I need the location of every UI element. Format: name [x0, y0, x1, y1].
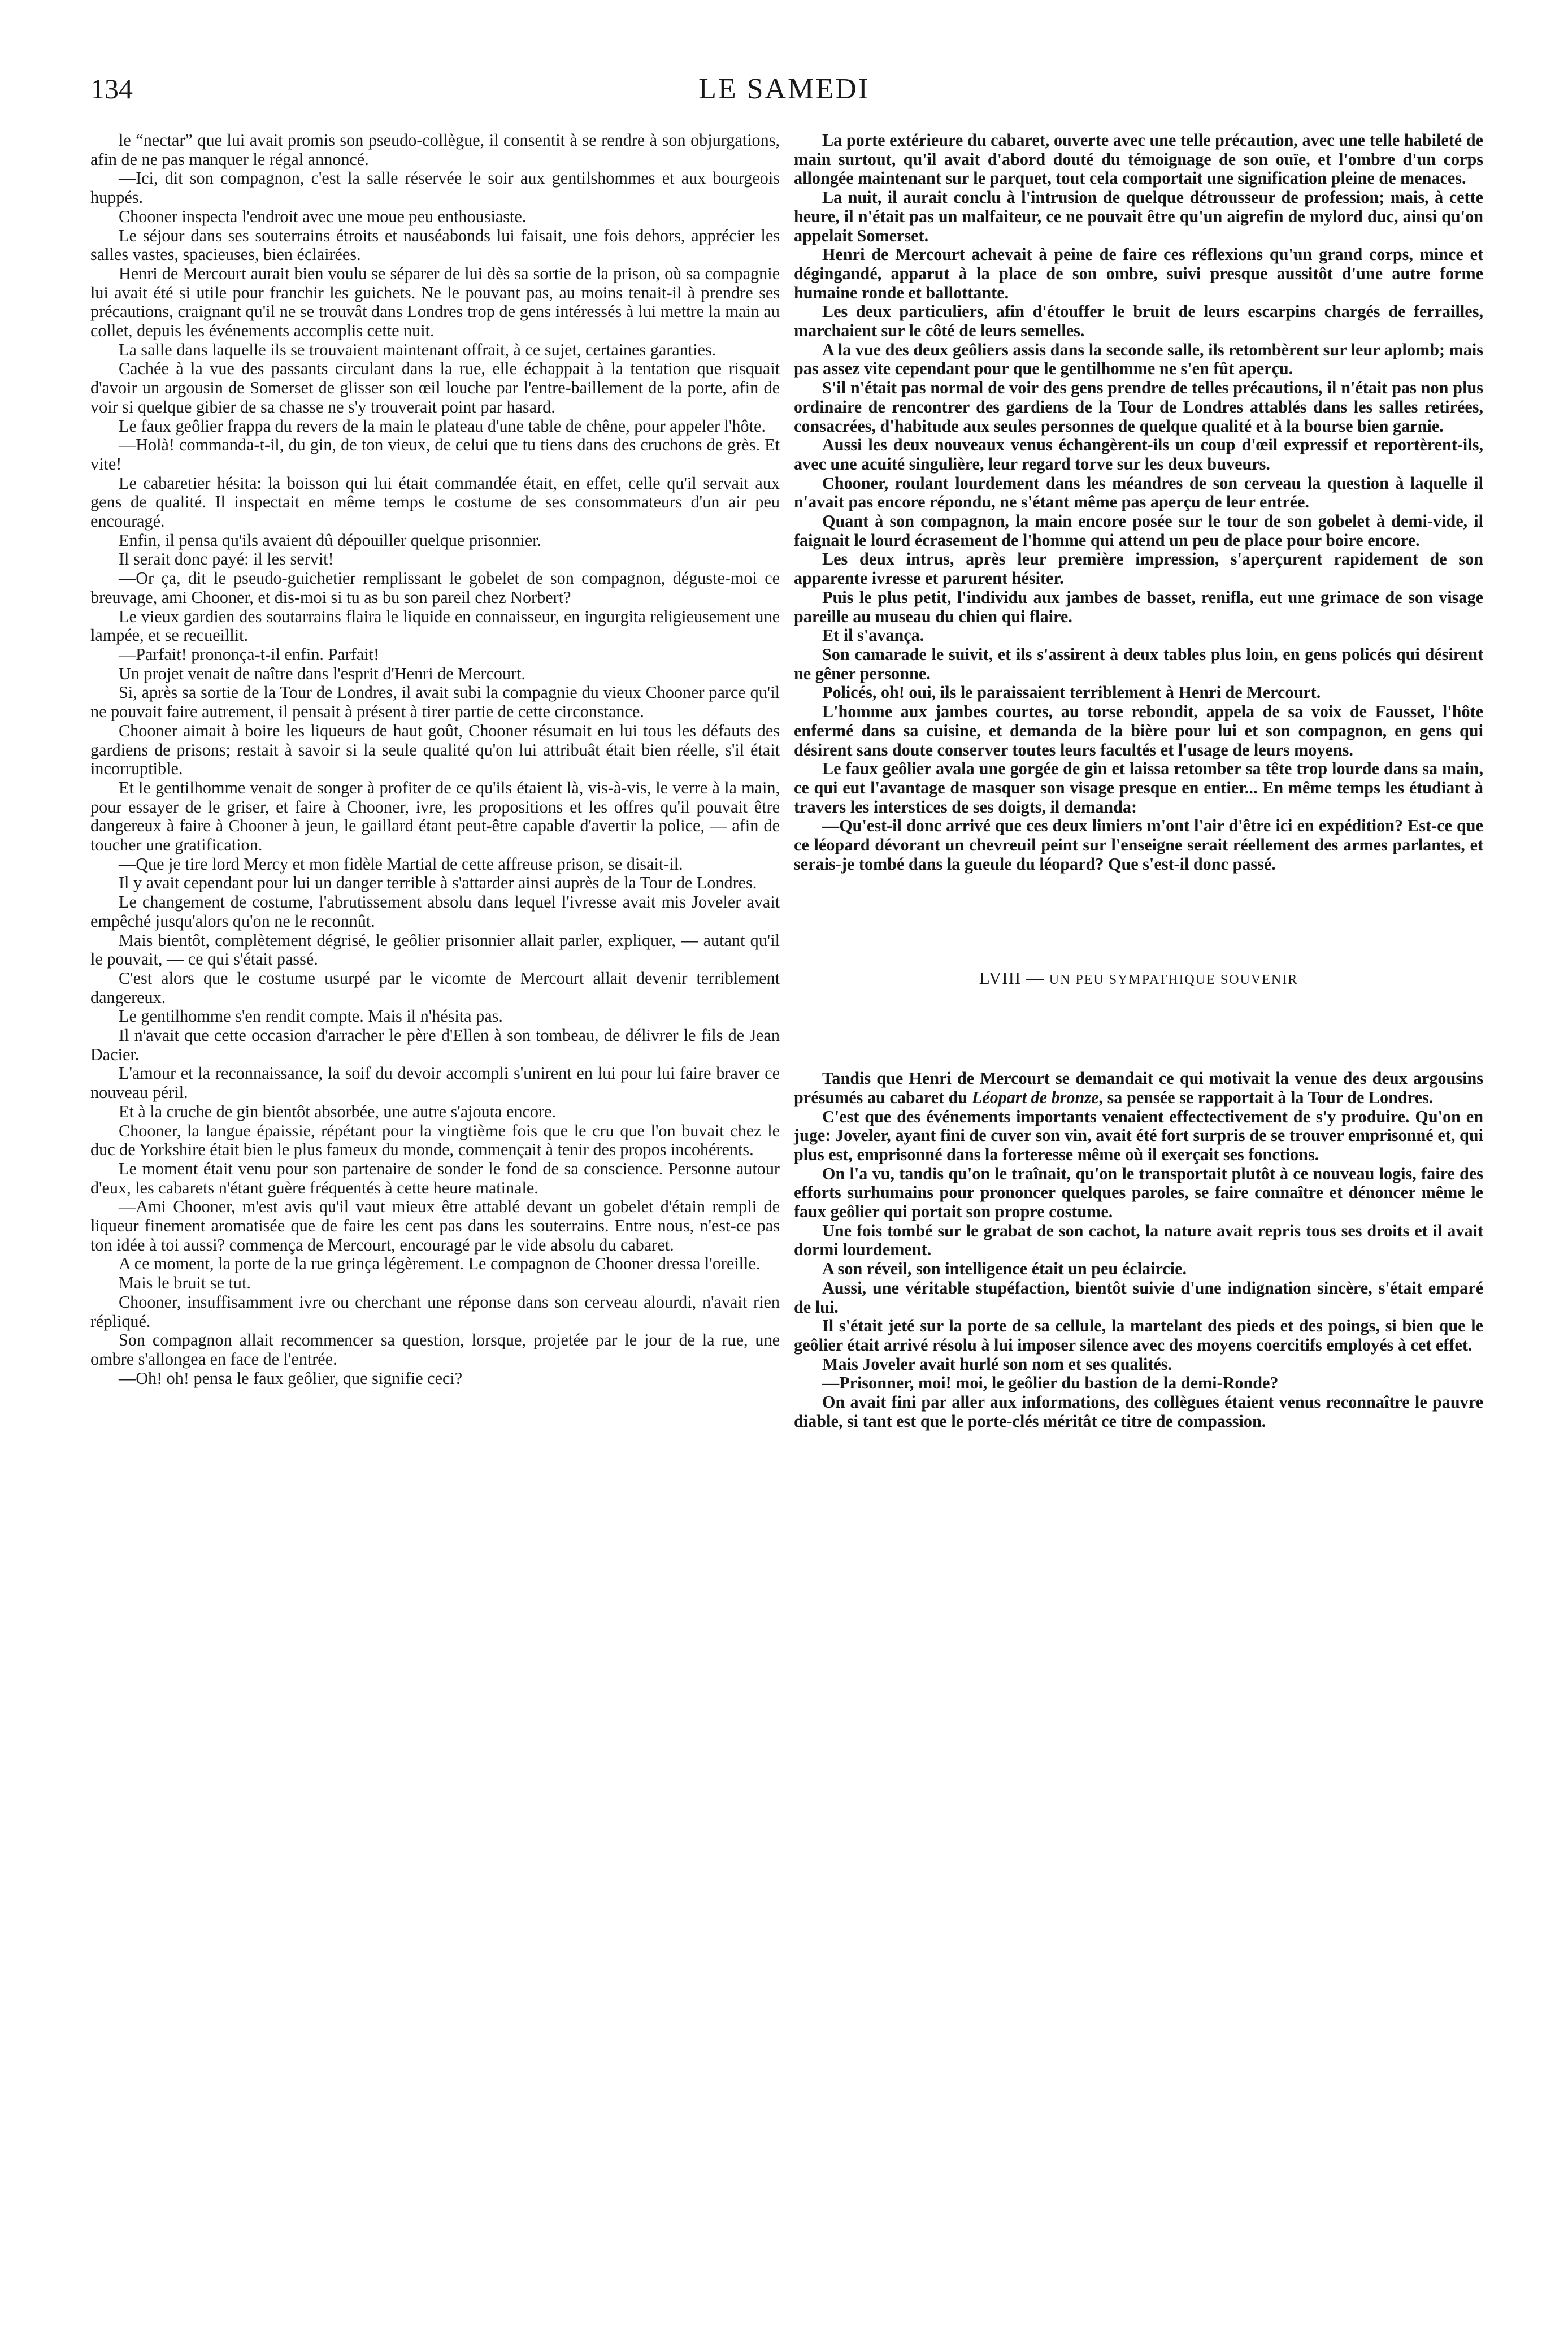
paragraph: La nuit, il aurait conclu à l'intrusion de quelque détrousseur de profession; mais, à cette heure, il n'était pas un malfaiteur, ce ne pouvait être qu'un aigrefin de mylord duc, ainsi qu'on appelait Somerset. — [794, 188, 1483, 245]
paragraph: Le changement de costume, l'abrutissement absolu dans lequel l'ivresse avait mis Joveler avait empêché jusqu'alors qu'on ne le reconnût. — [90, 892, 780, 931]
paragraph: Henri de Mercourt aurait bien voulu se séparer de lui dès sa sortie de la prison, où sa compagnie lui avait été si utile pour franchir les guichets. Ne le pouvant pas, au moins tenait-il à prendre ses précautions, craignant qu'il ne se trouvât dans Londres trop de gens intéressés à lui mettre la main au collet, depuis les événements accomplis cette nuit. — [90, 263, 780, 341]
paragraph: Son compagnon allait recommencer sa question, lorsque, projetée par le jour de la rue, une ombre s'allongea en face de l'entrée. — [90, 1330, 780, 1369]
paragraph: Son camarade le suivit, et ils s'assirent à deux tables plus loin, en gens policés qui désirent ne gêner personne. — [794, 644, 1483, 683]
paragraph: Et il s'avança. — [822, 626, 924, 645]
page-header — [90, 72, 1478, 118]
paragraph: Et le gentilhomme venait de songer à profiter de ce qu'ils étaient là, vis-à-vis, le verre à la main, pour essayer de le griser, et faire à Chooner, ivre, les propositions et les offres qu'il pouvait être dangereux à faire à Chooner à jeun, le gaillard étant peut-être capable d'avertir la police, — afin de toucher une gratification. — [90, 778, 780, 855]
right-column — [794, 131, 1483, 1431]
paragraph: Mais le bruit se tut. — [119, 1273, 251, 1293]
paragraph: C'est alors que le costume usurpé par le vicomte de Mercourt allait devenir terriblement dangereux. — [90, 968, 780, 1007]
paragraph: Le moment était venu pour son partenaire de sonder le fond de sa conscience. Personne autour d'eux, les cabarets n'étant guère fréquentés à cette heure matinale. — [90, 1158, 780, 1197]
paragraph: —Ami Chooner, m'est avis qu'il vaut mieux être attablé devant un gobelet d'étain rempli de liqueur finement aromatisée que de faire les cent pas dans les souterrains. Entre nous, n'est-ce pas ton idée à toi aussi? commença de Mercourt, encouragé par le vide absolu du cabaret. — [90, 1197, 780, 1255]
paragraph: Chooner inspecta l'endroit avec une moue peu enthousiaste. — [119, 206, 527, 226]
paragraph: —Oh! oh! pensa le faux geôlier, que signifie ceci? — [119, 1368, 463, 1388]
paragraph: Policés, oh! oui, ils le paraissaient terriblement à Henri de Mercourt. — [822, 683, 1321, 702]
paragraph: Il n'avait que cette occasion d'arracher le père d'Ellen à son tombeau, de délivrer le fils de Jean Dacier. — [90, 1026, 780, 1064]
paragraph: le “nectar” que lui avait promis son pseudo-collègue, il consentit à se rendre à son objurgations, afin de ne pas manquer le régal annoncé. — [90, 131, 780, 169]
paragraph: C'est que des événements importants venaient effectectivement de s'y produire. Qu'on en juge: Joveler, ayant fini de cuver son vin, avait été fort surpris de se trouver emprisonné et, qui plus est, emprisonné dans la forteresse même où il exerçait ses fonctions. — [794, 1106, 1483, 1164]
paragraph: L'homme aux jambes courtes, au torse rebondit, appela de sa voix de Fausset, l'hôte enfermé dans sa cuisine, et demanda de la bière pour lui et son compagnon, en gens qui désirent sans doute conserver toutes leurs facultés et l'usage de leurs moyens. — [794, 702, 1483, 759]
paragraph: La porte extérieure du cabaret, ouverte avec une telle précaution, avec une telle habileté de main surtout, qu'il avait d'abord douté du témoignage de son ouïe, et l'ombre d'un corps allongée maintenant sur le parquet, tout cela comportait une signification pleine de menaces. — [794, 131, 1483, 188]
paragraph: Une fois tombé sur le grabat de son cachot, la nature avait repris tous ses droits et il avait dormi lourdement. — [794, 1221, 1483, 1260]
paragraph: Le vieux gardien des soutarrains flaira le liquide en connaisseur, en ingurgita religieusement une lampée, et se recueillit. — [90, 606, 780, 645]
paragraph: —Holà! commanda-t-il, du gin, de ton vieux, de celui que tu tiens dans des cruchons de grès. Et vite! — [90, 435, 780, 474]
chapter-number: LVIII — — [979, 968, 1044, 988]
paragraph: Cachée à la vue des passants circulant dans la rue, elle échappait à la tentation que risquait d'avoir un argousin de Somerset de glisser son œil louche par l'entre-baillement de la porte, afin de voir si quelque gibier de sa chasse ne s'y trouverait point par hasard. — [90, 359, 780, 416]
paragraph: Chooner, insuffisamment ivre ou cherchant une réponse dans son cerveau alourdi, n'avait rien répliqué. — [90, 1292, 780, 1331]
paragraph: Chooner aimait à boire les liqueurs de haut goût, Chooner résumait en lui tous les défauts des gardiens de prisons; restait à savoir si la seule qualité qu'on lui attribuât était bien réelle, s'il était incorruptible. — [90, 721, 780, 779]
paragraph: On l'a vu, tandis qu'on le traînait, qu'on le transportait plutôt à ce nouveau logis, faire des efforts surhumains pour prononcer quelques paroles, se faire connaître et dénoncer même le faux geôlier qui portait son propre costume. — [794, 1164, 1483, 1222]
paragraph: Le séjour dans ses souterrains étroits et nauséabonds lui faisait, une fois dehors, apprécier les salles vastes, spacieuses, bien éclairées. — [90, 225, 780, 264]
paragraph: Quant à son compagnon, la main encore posée sur le tour de son gobelet à demi-vide, il faignait le lourd écrasement de l'homme qui attend un peu de place pour boire encore. — [794, 511, 1483, 550]
paragraph: Il y avait cependant pour lui un danger terrible à s'attarder ainsi auprès de la Tour de Londres. — [119, 873, 757, 893]
paragraph: A ce moment, la porte de la rue grinça légèrement. Le compagnon de Chooner dressa l'oreille. — [119, 1254, 761, 1274]
paragraph: L'amour et la reconnaissance, la soif du devoir accompli s'unirent en lui pour lui faire braver ce nouveau péril. — [90, 1064, 780, 1103]
paragraph: —Parfait! prononça-t-il enfin. Parfait! — [119, 644, 380, 664]
paragraph: —Prisonner, moi! moi, le geôlier du bastion de la demi-Ronde? — [822, 1373, 1279, 1393]
paragraph: S'il n'était pas normal de voir des gens prendre de telles précautions, il n'était pas non plus ordinaire de rencontrer des gardiens de la Tour de Londres attablés dans les salles retirées, consacrées, d'habitude aux seules personnes de quelque qualité et à la bourse bien garnie. — [794, 378, 1483, 436]
right-column-top — [794, 131, 1483, 874]
paragraph: Le faux geôlier frappa du revers de la main le plateau d'une table de chêne, pour appeler l'hôte. — [119, 416, 766, 436]
page-number: 134 — [90, 73, 133, 105]
paragraph: Il s'était jeté sur la porte de sa cellule, la martelant des pieds et des poings, si bien que le geôlier était arrivé résolu à lui imposer silence avec des moyens coercitifs employés à cet effet. — [794, 1316, 1483, 1355]
paragraph: On avait fini par aller aux informations, des collègues étaient venus reconnaître le pauvre diable, si tant est que le porte-clés méritât ce titre de compassion. — [794, 1392, 1483, 1431]
paragraph: A son réveil, son intelligence était un peu éclaircie. — [822, 1259, 1187, 1279]
paragraph: Le cabaretier hésita: la boisson qui lui était commandée était, en effet, celle qu'il servait aux gens de qualité. Il inspectait en même temps le costume de ses consommateurs d'un air peu encouragé. — [90, 473, 780, 531]
left-column — [90, 131, 780, 1388]
paragraph: Si, après sa sortie de la Tour de Londres, il avait subi la compagnie du vieux Chooner parce qu'il ne pouvait faire autrement, il pensait à présent à tirer partie de cette circonstance. — [90, 683, 780, 722]
paragraph: Les deux particuliers, afin d'étouffer le bruit de leurs escarpins chargés de ferrailles, marchaient sur le côté de leurs semelles. — [794, 302, 1483, 341]
right-column-bottom — [794, 1069, 1483, 1431]
chapter-heading — [794, 969, 1483, 990]
paragraph: —Qu'est-il donc arrivé que ces deux limiers m'ont l'air d'être ici en expédition? Est-ce que ce léopard dévorant un chevreuil peint sur l'enseigne serait réellement des armes parlantes, et serais-je tombé dans la gueule du léopard? Que s'est-il donc passé. — [794, 816, 1483, 874]
paragraph: Puis le plus petit, l'individu aux jambes de basset, renifla, eut une grimace de son visage pareille au museau du chien qui flaire. — [794, 587, 1483, 626]
running-title: LE SAMEDI — [698, 73, 870, 105]
paragraph: La salle dans laquelle ils se trouvaient maintenant offrait, à ce sujet, certaines garanties. — [119, 340, 716, 359]
paragraph: Aussi, une véritable stupéfaction, bientôt suivie d'une indignation sincère, s'était emparé de lui. — [794, 1278, 1483, 1317]
paragraph: Enfin, il pensa qu'ils avaient dû dépouiller quelque prisonnier. — [119, 530, 542, 550]
paragraph: Henri de Mercourt achevait à peine de faire ces réflexions qu'un grand corps, mince et dégingandé, apparut à la place de son ombre, suivi presque aussitôt d'une autre forme humaine ronde et ballottante. — [794, 245, 1483, 302]
paragraph: Le gentilhomme s'en rendit compte. Mais il n'hésita pas. — [119, 1006, 503, 1026]
paragraph: —Que je tire lord Mercy et mon fidèle Martial de cette affreuse prison, se disait-il. — [119, 854, 683, 874]
paragraph: Chooner, la langue épaissie, répétant pour la vingtième fois que le cru que l'on buvait chez le duc de Yorkshire était bien le plus fameux du monde, commençait à tenir des propos incohérents. — [90, 1121, 780, 1160]
paragraph: Tandis que Henri de Mercourt se demandait ce qui motivait la venue des deux argousins présumés au cabaret du Léopart de bronze, sa pensée se rapportait à la Tour de Londres. — [794, 1069, 1483, 1107]
paragraph: Un projet venait de naître dans l'esprit d'Henri de Mercourt. — [119, 663, 526, 683]
paragraph: Mais bientôt, complètement dégrisé, le geôlier prisonnier allait parler, expliquer, — autant qu'il le pouvait, — ce qui s'était passé. — [90, 930, 780, 969]
paragraph: —Ici, dit son compagnon, c'est la salle réservée le soir aux gentilshommes et aux bourgeois huppés. — [90, 168, 780, 207]
paragraph: Il serait donc payé: il les servit! — [119, 549, 334, 569]
paragraph: Mais Joveler avait hurlé son nom et ses qualités. — [822, 1354, 1172, 1374]
paragraph: Et à la cruche de gin bientôt absorbée, une autre s'ajouta encore. — [119, 1101, 557, 1121]
paragraph: Chooner, roulant lourdement dans les méandres de son cerveau la question à laquelle il n'avait pas encore répondu, ne s'étant même pas aperçu de leur entrée. — [794, 473, 1483, 512]
paragraph: Les deux intrus, après leur première impression, s'aperçurent rapidement de son apparente ivresse et parurent hésiter. — [794, 549, 1483, 588]
paragraph: A la vue des deux geôliers assis dans la seconde salle, ils retombèrent sur leur aplomb; mais pas assez vite cependant pour que le gentilhomme ne s'en fût aperçu. — [794, 340, 1483, 379]
paragraph: —Or ça, dit le pseudo-guichetier remplissant le gobelet de son compagnon, déguste-moi ce breuvage, ami Chooner, et dis-moi si tu as bu son pareil chez Norbert? — [90, 568, 780, 607]
paragraph: Le faux geôlier avala une gorgée de gin et laissa retomber sa tête trop lourde dans sa main, ce qui eut l'avantage de masquer son visage presque en entier... En même temps les étudiant à travers les interstices de ses doigts, il demanda: — [794, 759, 1483, 817]
inn-name: Léopart de bronze — [971, 1087, 1099, 1107]
chapter-title: UN PEU SYMPATHIQUE SOUVENIR — [1049, 973, 1298, 988]
paragraph: Aussi les deux nouveaux venus échangèrent-ils un coup d'œil expressif et reportèrent-ils, avec une acuité singulière, leur regard torve sur les deux buveurs. — [794, 435, 1483, 474]
